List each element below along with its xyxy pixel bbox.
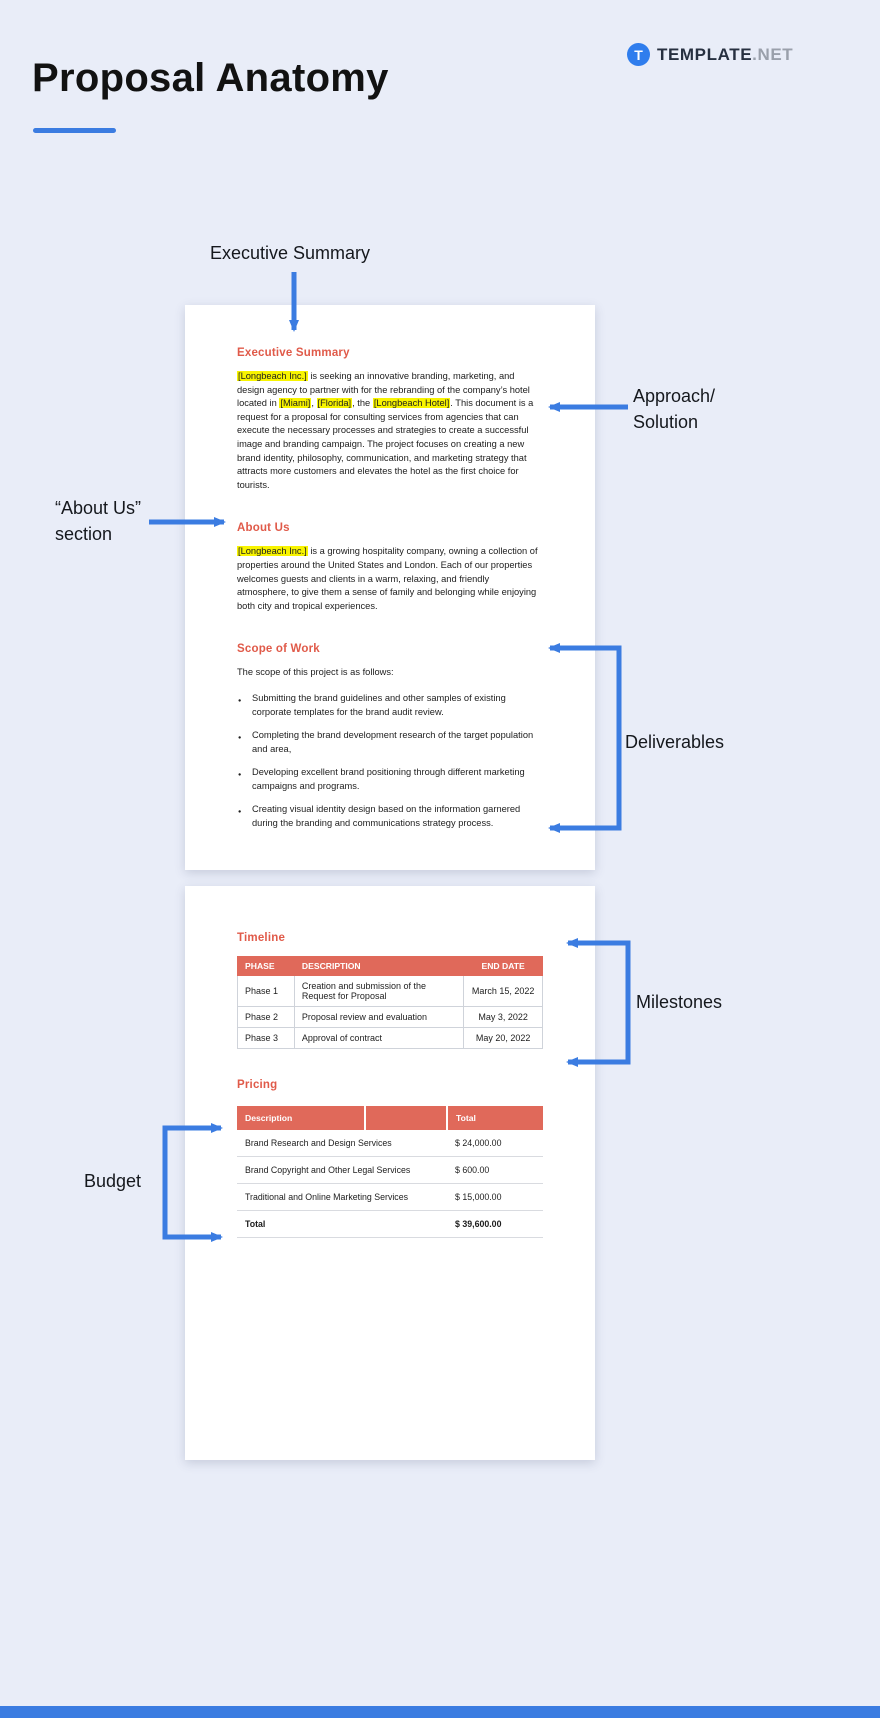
description-cell: Approval of contract [294,1028,463,1049]
column-header: Total [447,1106,543,1130]
total-row [237,1211,543,1238]
table-row [238,1028,543,1049]
highlight-state: [Florida] [317,398,352,409]
table-header-row [237,1106,543,1130]
pricing-table [237,1106,543,1238]
proposal-page-1 [185,305,595,870]
column-header: END DATE [464,957,543,976]
phase-cell: Phase 1 [238,976,295,1007]
highlight-hotel: [Longbeach Hotel] [373,398,450,409]
scope-intro: The scope of this project is as follows: [237,667,394,678]
service-cell: Brand Copyright and Other Legal Services [237,1157,447,1184]
table-header-row [238,957,543,976]
total-label-cell: Total [237,1211,447,1238]
text-segment: , [311,398,317,409]
pricing-heading: Pricing [237,1079,278,1091]
executive-summary-paragraph [237,370,543,492]
annotation-approach-solution [633,383,715,435]
annotation-about-us-section [55,495,141,547]
text-segment: is a growing hospitality company, owning a collection of properties around the United States and London. Each of our properties welcomes guests and clients in a warm, relaxing, and friendly atmosphere, to give them a sense of family and belonging while enjoying both city and tropical experiences. [237,546,538,611]
annotation-line: “About Us” [55,498,142,518]
brand-name [657,45,793,65]
template-net-icon: T [627,43,650,66]
service-cell: Traditional and Online Marketing Services [237,1184,447,1211]
scope-bullet-list [237,692,543,831]
text-segment: . This document is a request for a proposal for consulting services from agencies that can execute the necessary processes and strategies to create a successful image and branding campaign. The project focuses on creating a new brand identity, philosophy, communication, and marketing strategy that attracts more customers and elevates the hotel as the first choice for tourists. [237,398,534,490]
list-item: ● Creating visual identity design based on the information garnered during the branding and communications strategy process. [237,803,543,830]
total-amount-cell: $ 39,600.00 [447,1211,543,1238]
list-item: ● Submitting the brand guidelines and other samples of existing corporate templates for the brand audit review. [237,692,543,719]
end-date-cell: March 15, 2022 [464,976,543,1007]
highlight-company: [Longbeach Inc.] [238,546,307,557]
list-item: ● Developing excellent brand positioning through different marketing campaigns and programs. [237,766,543,793]
phase-cell: Phase 2 [238,1007,295,1028]
description-cell: Creation and submission of the Request for Proposal [294,976,463,1007]
table-row [238,1007,543,1028]
list-item: ● Completing the brand development research of the target population and area, [237,729,543,756]
amount-cell: $ 24,000.00 [447,1130,543,1157]
annotation-line: Approach/ [633,386,716,406]
phase-cell: Phase 3 [238,1028,295,1049]
table-row [237,1157,543,1184]
title-underline [33,128,116,133]
description-cell: Proposal review and evaluation [294,1007,463,1028]
column-header: DESCRIPTION [294,957,463,976]
column-header: PHASE [238,957,295,976]
brand-name-tld: .NET [752,44,794,64]
text-segment: is seeking an innovative branding, marketing, and design agency to partner with for the rebranding of the company’s hotel located in [237,371,530,409]
amount-cell: $ 15,000.00 [447,1184,543,1211]
table-row [237,1130,543,1157]
highlight-city: [Miami] [280,398,311,409]
executive-summary-heading: Executive Summary [237,347,350,359]
column-header: Description [237,1106,365,1130]
annotation-deliverables: Deliverables [625,732,725,752]
column-header-empty [365,1106,447,1130]
timeline-table [237,956,543,1049]
end-date-cell: May 3, 2022 [464,1007,543,1028]
text-segment: , the [352,398,373,409]
proposal-page-2 [185,886,595,1460]
footer-accent-bar [0,1706,880,1718]
scope-of-work-heading: Scope of Work [237,643,320,656]
page-title: Proposal Anatomy [32,56,389,100]
timeline-heading: Timeline [237,932,286,944]
annotation-line: Solution [633,412,699,432]
brand-logo [627,43,793,66]
table-row [237,1184,543,1211]
about-us-heading: About Us [237,522,290,535]
annotation-line: section [55,524,113,544]
annotation-budget: Budget [84,1171,142,1191]
amount-cell: $ 600.00 [447,1157,543,1184]
brand-name-main: TEMPLATE [657,44,753,64]
highlight-company: [Longbeach Inc.] [238,371,307,381]
annotation-executive-summary: Executive Summary [210,243,371,263]
table-row [238,976,543,1007]
about-us-paragraph [237,545,543,613]
end-date-cell: May 20, 2022 [464,1028,543,1049]
annotation-milestones: Milestones [636,992,723,1012]
service-cell: Brand Research and Design Services [237,1130,447,1157]
